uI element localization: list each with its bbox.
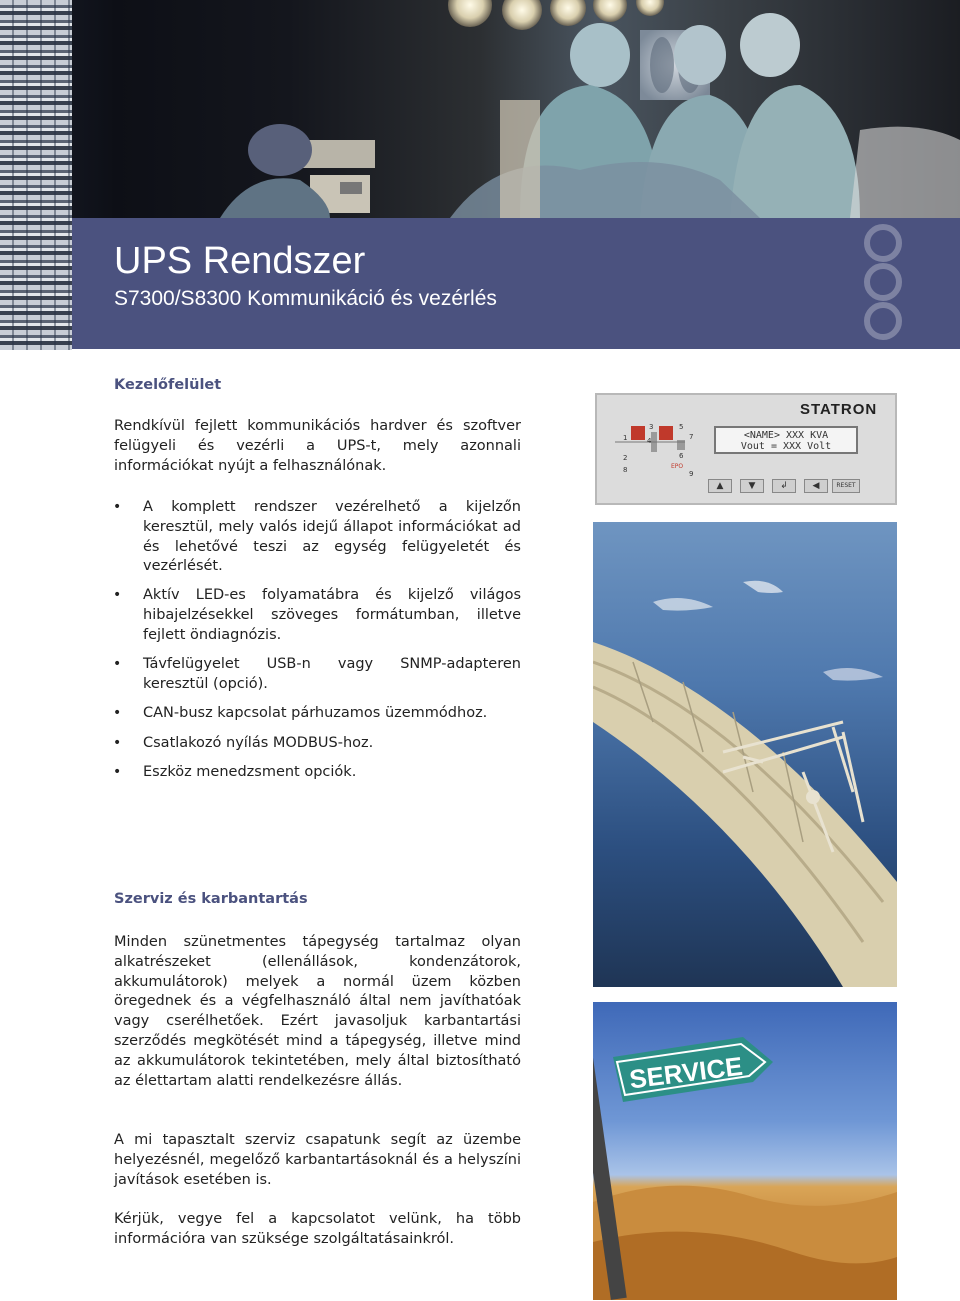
bullet-text: Eszköz menedzsment opciók. — [143, 764, 357, 780]
service-sign-text: SERVICE — [627, 1050, 745, 1095]
panel-number-4: 4 — [647, 437, 652, 445]
panel-number-6: 6 — [679, 452, 684, 460]
lcd-line-2: Vout = XXX Volt — [740, 441, 832, 452]
service-paragraph-1: Minden szünetmentes tápegység tartalmaz olyan alkatrészeket (ellenállások, kondenzátorok, akkumulátorok) melyek a normál üzem közben öregednek és a végfelhasználó által nem javíthatóak vagy cserélhetőek. Ezért javasoljuk karbantartási szerződés megkötését mind a tápegység, illetve mind az akkumulátorok tekintetében, mely által biztosítható az élettartam alatti rendelkezésre állás. — [114, 934, 521, 1089]
title-band — [72, 218, 960, 349]
bullet-item — [113, 655, 521, 695]
decorative-ring-icon — [864, 224, 902, 262]
bullet-item — [113, 734, 521, 754]
bullet-icon: • — [113, 656, 122, 672]
section-heading-szerviz: Szerviz és karbantartás — [114, 891, 308, 907]
panel-number-8: 8 — [623, 466, 628, 474]
up-arrow-icon: ▲ — [708, 479, 732, 493]
service-paragraph-2: A mi tapasztalt szerviz csapatunk segít az üzembe helyezésnél, megelőző karbantartásoknál és a helyszíni javítások esetében is. — [114, 1132, 521, 1188]
bullet-item — [113, 586, 521, 646]
section-heading-kezelofelulet: Kezelőfelület — [114, 377, 222, 393]
panel-number-2: 2 — [623, 454, 628, 462]
service-sign-photo — [593, 1002, 897, 1300]
hero-photo-operating-room — [0, 0, 960, 218]
enter-icon: ↲ — [772, 479, 796, 493]
decorative-ring-icon — [864, 263, 902, 301]
epo-label: EPO — [671, 463, 684, 470]
operating-room-illustration — [0, 0, 960, 218]
bullet-icon: • — [113, 499, 122, 515]
panel-number-1: 1 — [623, 434, 628, 442]
bullet-icon: • — [113, 587, 122, 603]
bullet-item — [113, 498, 521, 578]
statron-logo: STATRON — [800, 401, 878, 418]
bullet-text: Távfelügyelet USB-n vagy SNMP-adapteren keresztül (opció). — [143, 656, 521, 692]
bullet-text: A komplett rendszer vezérelhető a kijelzőn keresztül, mely valós idejű állapot információkat ad és lehetővé teszi az egység felügyeletét és vezérlését. — [143, 499, 521, 575]
page-title: UPS Rendszer — [114, 240, 366, 282]
decorative-ring-icon — [864, 302, 902, 340]
satellite-dish-photo — [593, 522, 897, 987]
down-arrow-icon: ▼ — [740, 479, 764, 493]
bullet-icon: • — [113, 705, 122, 721]
desert-service-sign-illustration — [593, 1002, 897, 1300]
bullet-item — [113, 704, 521, 724]
intro-paragraph: Rendkívül fejlett kommunikációs hardver és szoftver felügyeli és vezérli a UPS-t, mely azonnali információkat nyújt a felhasználónak. — [114, 418, 521, 474]
bullet-text: Aktív LED-es folyamatábra és kijelző világos hibajelzésekkel szöveges formátumban, illetve fejlett öndiagnózis. — [143, 587, 521, 643]
service-paragraph-3: Kérjük, vegye fel a kapcsolatot velünk, ha több információra van szüksége szolgáltatásainkról. — [114, 1211, 521, 1247]
bullet-icon: • — [113, 764, 122, 780]
panel-number-5: 5 — [679, 423, 684, 431]
panel-number-7: 7 — [689, 433, 694, 441]
page-subtitle: S7300/S8300 Kommunikáció és vezérlés — [114, 287, 497, 310]
bullet-text: Csatlakozó nyílás MODBUS-hoz. — [143, 735, 374, 751]
lcd-display — [714, 426, 858, 454]
panel-number-3: 3 — [649, 423, 654, 431]
speaker-icon: ◀ — [804, 479, 828, 493]
bullet-text: CAN-busz kapcsolat párhuzamos üzemmódhoz. — [143, 705, 488, 721]
lcd-line-1: <NAME> XXX KVA — [743, 430, 829, 441]
reset-button-icon: RESET — [832, 479, 860, 493]
bullet-item — [113, 763, 521, 783]
bullet-icon: • — [113, 735, 122, 751]
server-rack-photo — [0, 0, 72, 350]
panel-number-9: 9 — [689, 470, 694, 478]
satellite-dish-illustration — [593, 522, 897, 987]
led-flow-diagram — [615, 420, 705, 480]
